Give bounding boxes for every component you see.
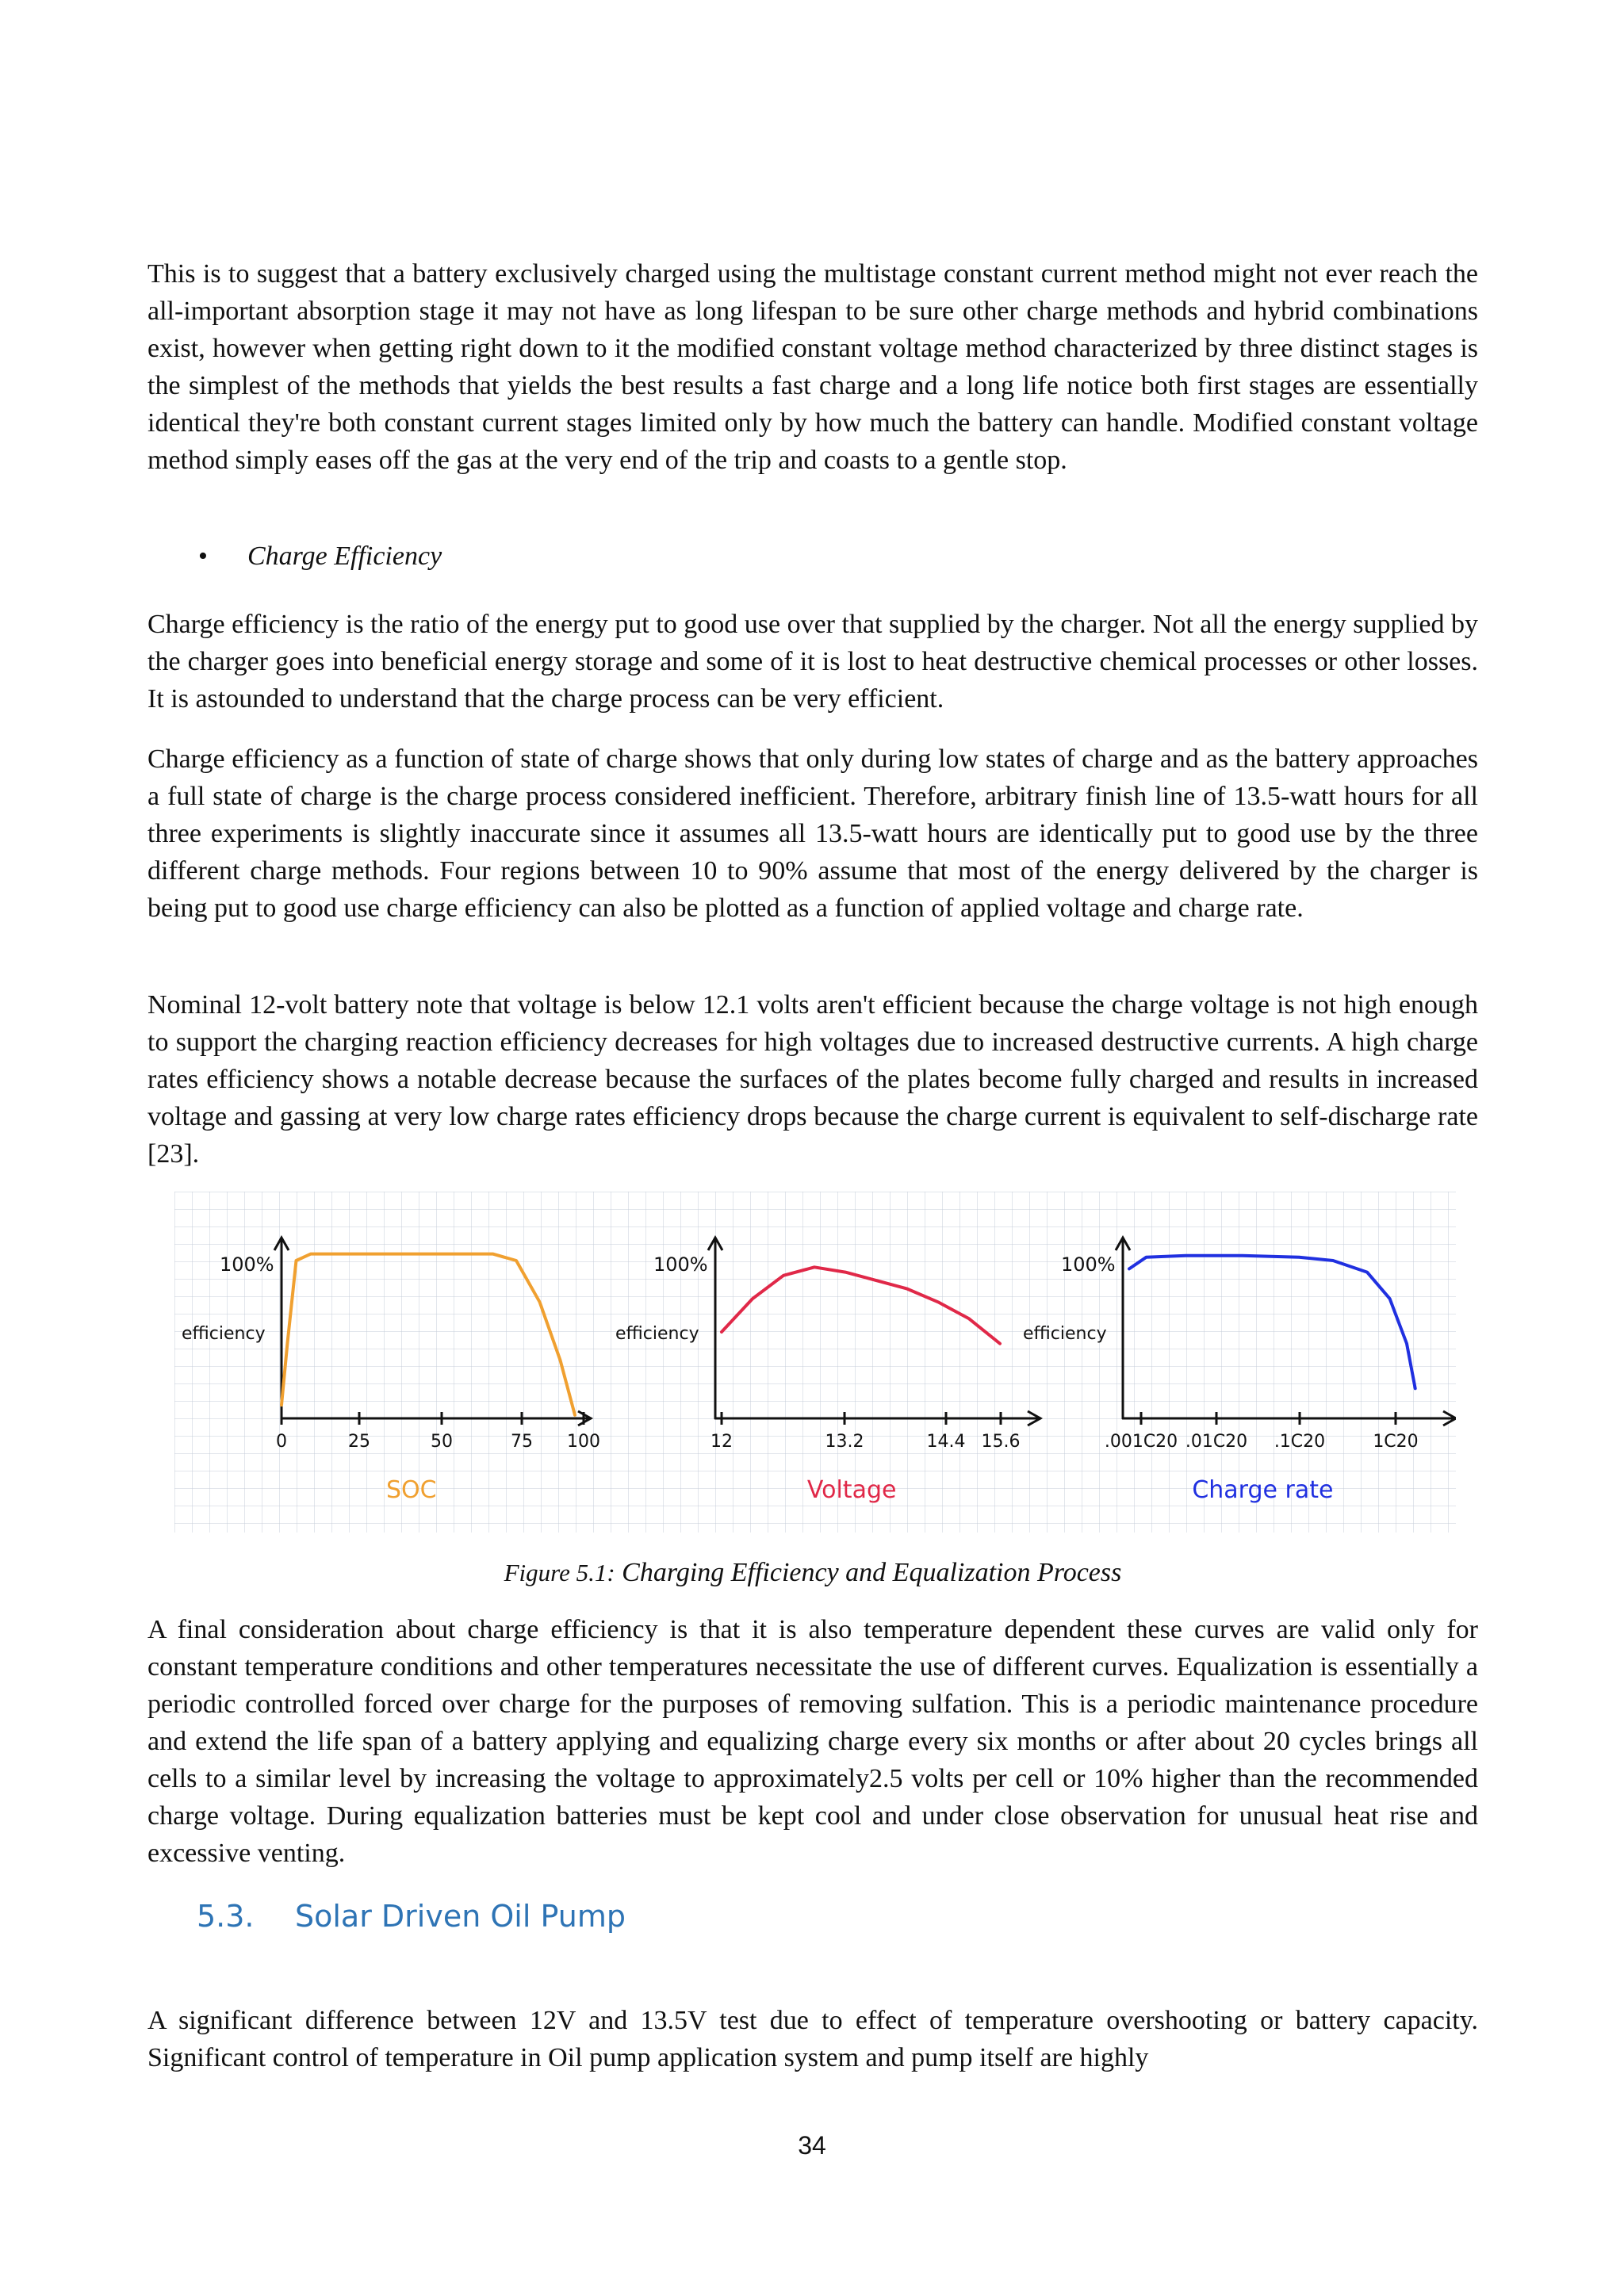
section-heading [197, 1899, 626, 1934]
x-tick-label: .1C20 [1274, 1432, 1326, 1452]
x-tick-label: .01C20 [1185, 1432, 1248, 1452]
y-axis-label: efficiency [182, 1324, 266, 1344]
paragraph-charge-efficiency-definition: Charge efficiency is the ratio of the energy put to good use over that supplied by the charger. Not all the energy supplied by the charger goes into beneficial energy storage and some of it is lost to heat destructive chemical processes or other losses. It is astounded to understand that the charge process can be very efficient. [147, 610, 1478, 714]
x-tick-label: 1C20 [1373, 1432, 1419, 1452]
y-top-label: 100% [1061, 1253, 1116, 1276]
x-tick-label: 25 [348, 1432, 370, 1452]
x-axis-label: SOC [385, 1476, 437, 1504]
x-tick-label: 14.4 [926, 1432, 966, 1452]
figure-caption [147, 1556, 1478, 1590]
paragraph-nominal-battery: Nominal 12-volt battery note that voltage is below 12.1 volts aren't efficient because the charge voltage is not high enough to support the charging reaction efficiency decreases for high voltages due to increased destructive currents. A high charge rates efficiency shows a notable decrease because the surfaces of the plates become fully charged and results in increased voltage and gassing at very low charge rates efficiency drops because the charge current is equivalent to self-discharge rate [23]. [147, 990, 1478, 1169]
y-axis-label: efficiency [1023, 1324, 1107, 1344]
paragraph-oil-pump: A significant difference between 12V and 13.5V test due to effect of temperature overshooting or battery capacity. Significant control of temperature in Oil pump application system and pump itself are highly [147, 2006, 1478, 2072]
x-axis-label: Voltage [806, 1476, 897, 1504]
page-number: 34 [798, 2131, 826, 2160]
paragraph-state-of-charge: Charge efficiency as a function of state of charge shows that only during low states of charge and as the battery approaches a full state of charge is the charge process considered inefficient. Therefore, arbitrary finish line of 13.5-watt hours for all three experiments is slightly inaccurate since it assumes all 13.5-watt hours are identically put to good use by the three different charge methods. Four regions between 10 to 90% assume that most of the energy delivered by the charger is being put to good use charge efficiency can also be plotted as a function of applied voltage and charge rate. [147, 744, 1478, 923]
paragraph-constant-voltage-method: This is to suggest that a battery exclusively charged using the multistage constant current method might not ever reach the all-important absorption stage it may not have as long lifespan to be sure other charge methods and hybrid combinations exist, however when getting right down to it the modified constant voltage method characterized by three distinct stages is the simplest of the methods that yields the best results a fast charge and a long life notice both first stages are essentially identical they're both constant current stages limited only by how much the battery can handle. Modified constant voltage method simply eases off the gas at the very end of the trip and coasts to a gentle stop. [147, 259, 1478, 475]
section-number: 5.3. [197, 1899, 255, 1934]
paragraph-equalization: A final consideration about charge efficiency is that it is also temperature dependent these curves are valid only for constant temperature conditions and other temperatures necessitate the use of different curves. Equalization is essentially a periodic controlled forced over charge for the purposes of removing sulfation. This is a periodic maintenance procedure and extend the life span of a battery applying and equalizing charge every six months or after about 20 cycles brings all cells to a similar level by increasing the voltage to approximately2.5 volts per cell or 10% higher than the recommended charge voltage. During equalization batteries must be kept cool and under close observation for unusual heat rise and excessive venting. [147, 1615, 1478, 1868]
subheading-charge-efficiency: Charge Efficiency [247, 541, 442, 571]
charts-svg [174, 1192, 1456, 1533]
y-top-label: 100% [653, 1253, 708, 1276]
section-title: Solar Driven Oil Pump [295, 1899, 626, 1934]
x-tick-label: 50 [431, 1432, 453, 1452]
x-tick-label: 0 [276, 1432, 287, 1452]
figure-charging-efficiency [174, 1192, 1456, 1533]
x-tick-label: .001C20 [1104, 1432, 1178, 1452]
caption-title: Charging Efficiency and Equalization Process [622, 1558, 1122, 1587]
x-tick-label: 13.2 [825, 1432, 864, 1452]
x-tick-label: 15.6 [981, 1432, 1021, 1452]
x-tick-label: 75 [511, 1432, 533, 1452]
y-axis-label: efficiency [615, 1324, 699, 1344]
bullet-dot: • [198, 541, 208, 571]
x-tick-label: 12 [710, 1432, 733, 1452]
caption-number: Figure 5.1: [504, 1559, 615, 1586]
x-tick-label: 100 [567, 1432, 600, 1452]
y-top-label: 100% [220, 1253, 274, 1276]
x-axis-label: Charge rate [1192, 1476, 1334, 1504]
